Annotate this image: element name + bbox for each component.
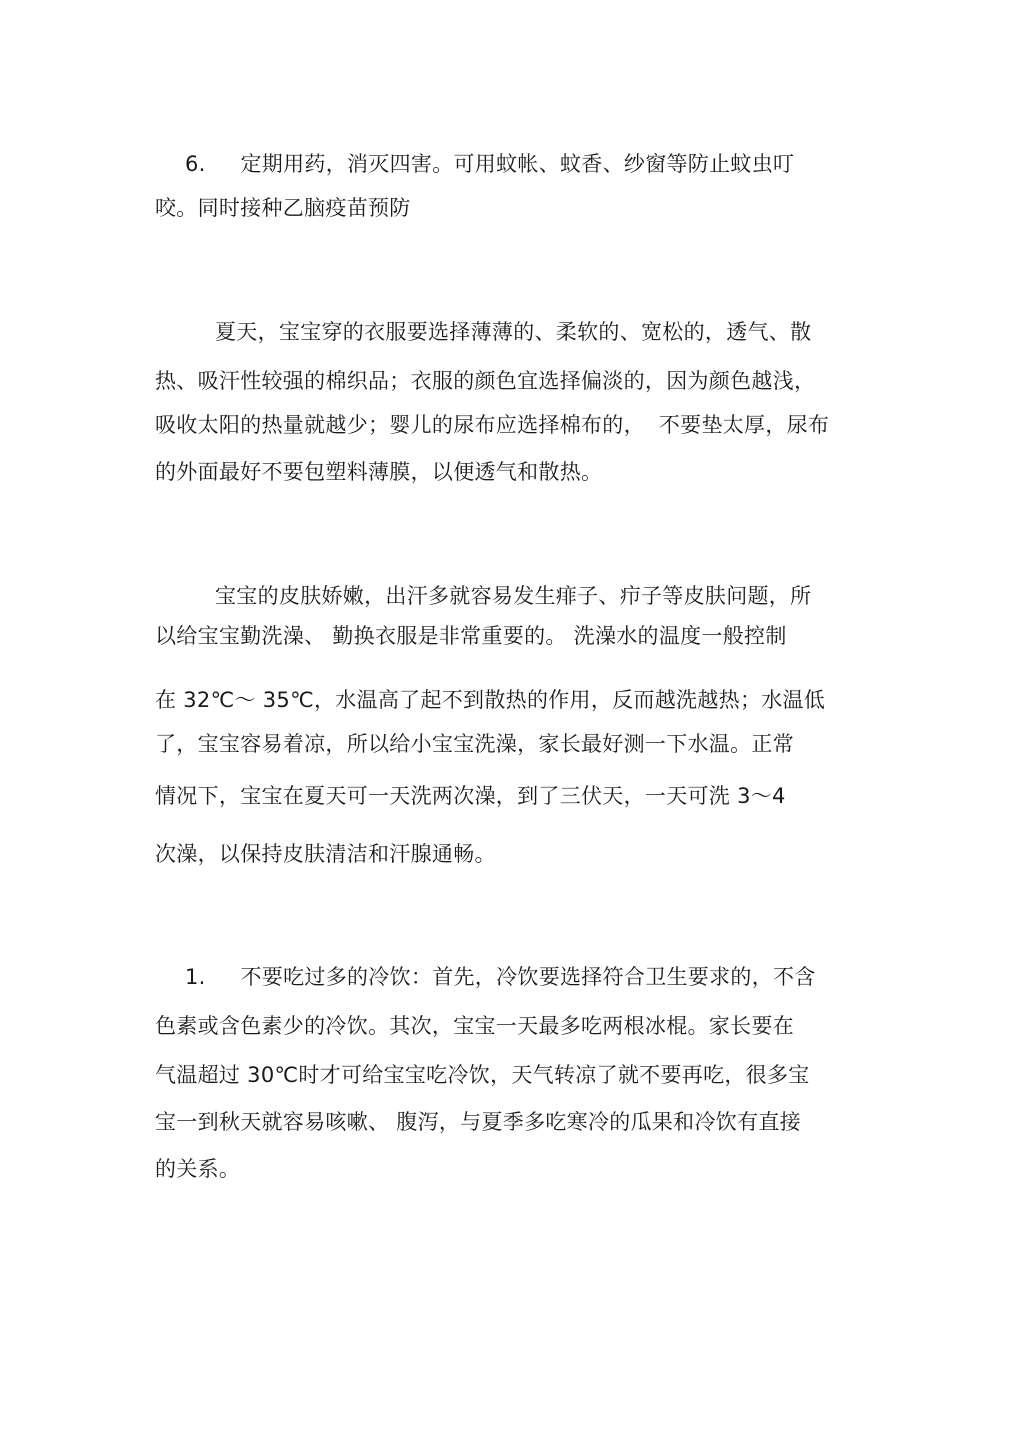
text-line: 宝宝的皮肤娇嫩，出汗多就容易发生痱子、疖子等皮肤问题，所 [215,584,812,608]
text-line: 气温超过 30℃时才可给宝宝吃冷饮，天气转凉了就不要再吃，很多宝 [155,1063,810,1087]
text-line: 色素或含色素少的冷饮。其次，宝宝一天最多吃两根冰棍。家长要在 [155,1014,794,1038]
text-line: 夏天，宝宝穿的衣服要选择薄薄的、柔软的、宽松的，透气、散 [215,320,812,344]
text-line: 次澡，以保持皮肤清洁和汗腺通畅。 [155,842,496,866]
text-line: 的关系。 [155,1157,241,1181]
text-line: 1. 不要吃过多的冷饮：首先，冷饮要选择符合卫生要求的，不含 [185,965,816,989]
text-line: 在 32℃～ 35℃，水温高了起不到散热的作用，反而越洗越热；水温低 [155,688,826,712]
text-line: 了，宝宝容易着凉，所以给小宝宝洗澡，家长最好测一下水温。正常 [155,732,794,756]
text-line: 以给宝宝勤洗澡、 勤换衣服是非常重要的。 洗澡水的温度一般控制 [155,624,787,648]
text-line: 热、吸汗性较强的棉织品；衣服的颜色宜选择偏淡的，因为颜色越浅， [155,369,816,393]
text-line: 的外面最好不要包塑料薄膜，以便透气和散热。 [155,460,603,484]
text-line: 咬。同时接种乙脑疫苗预防 [155,196,411,220]
text-line: 吸收太阳的热量就越少；婴儿的尿布应选择棉布的， 不要垫太厚，尿布 [155,413,830,437]
text-line: 情况下，宝宝在夏天可一天洗两次澡，到了三伏天，一天可洗 3～4 [155,784,786,808]
text-line: 宝一到秋天就容易咳嗽、 腹泻，与夏季多吃寒冷的瓜果和冷饮有直接 [155,1110,801,1134]
text-line: 6. 定期用药，消灭四害。可用蚊帐、蚊香、纱窗等防止蚊虫叮 [185,152,795,176]
